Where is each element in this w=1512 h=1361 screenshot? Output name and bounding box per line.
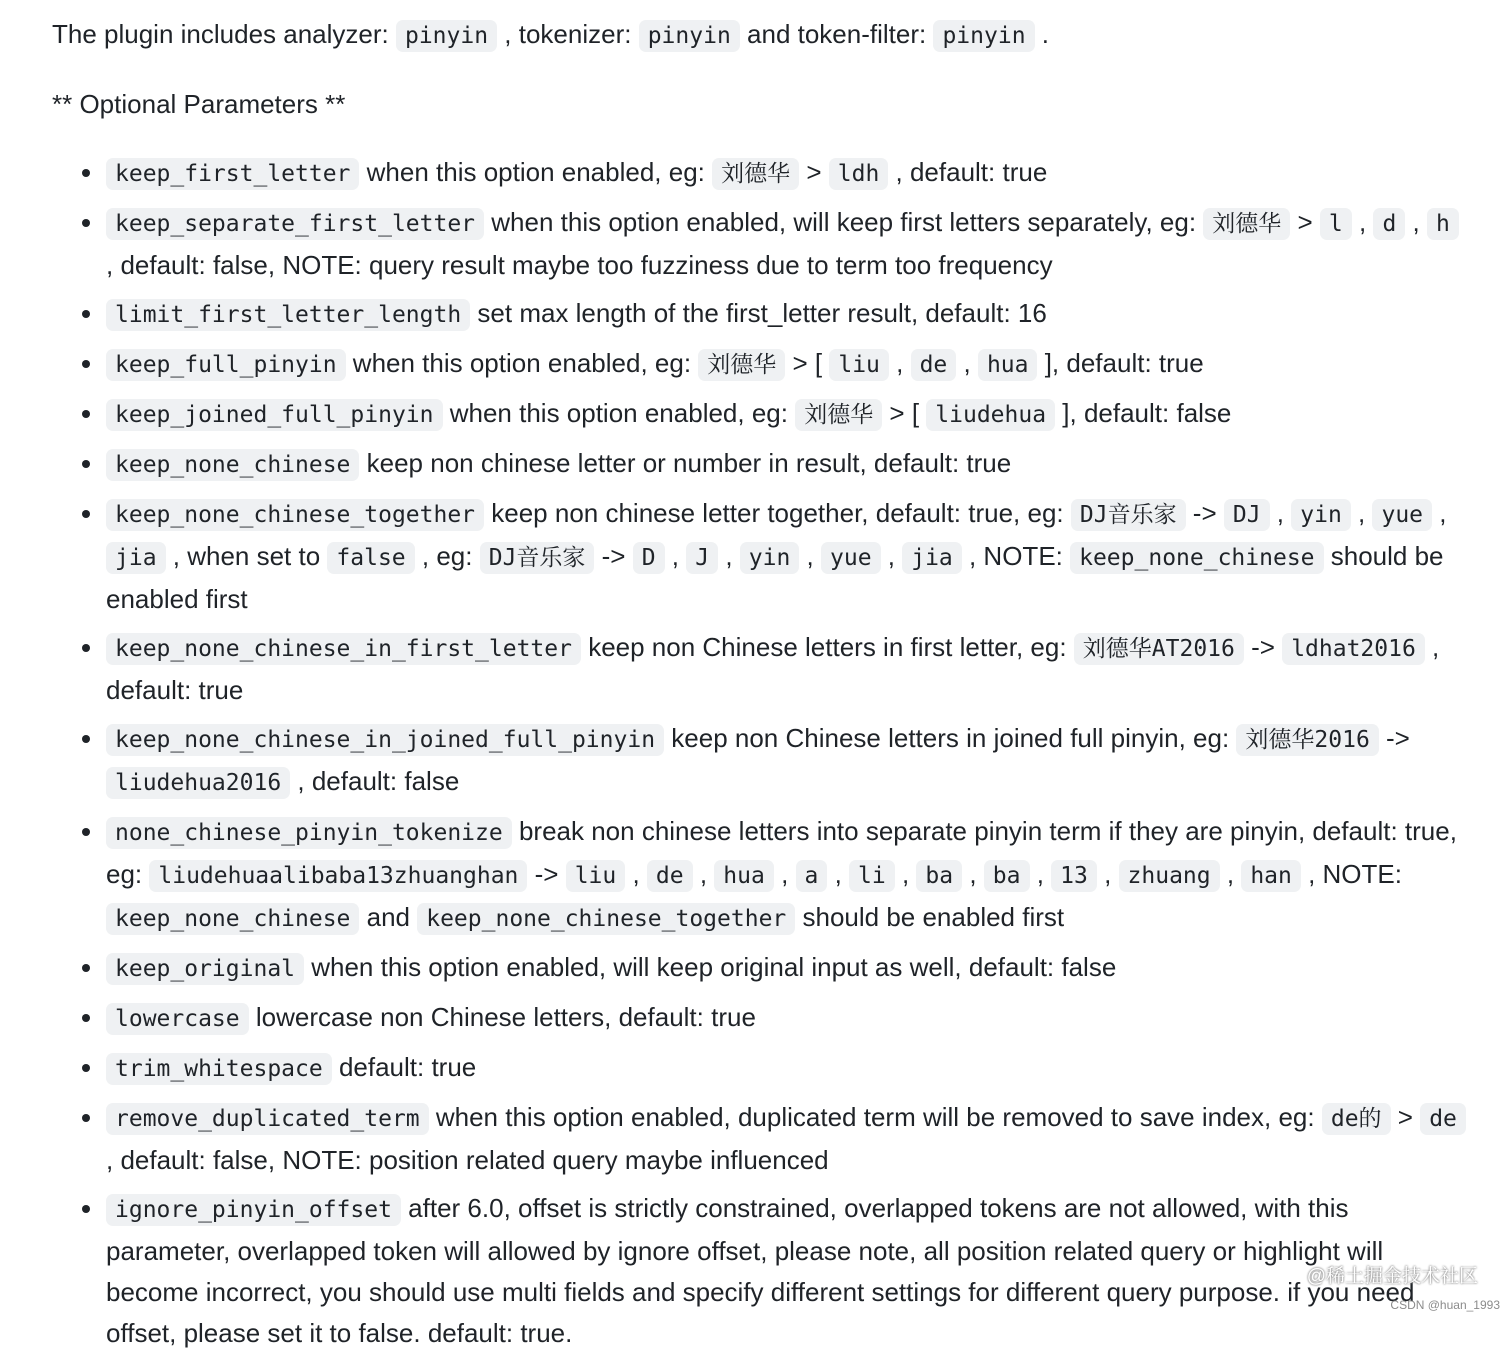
text-run: , — [625, 859, 647, 889]
text-run: , — [1029, 859, 1052, 889]
inline-code: 刘德华 — [1203, 208, 1290, 240]
inline-code: jia — [902, 542, 962, 574]
text-run: ], default: false — [1055, 398, 1232, 428]
parameter-item — [106, 1047, 1472, 1090]
inline-code: liudehuaalibaba13zhuanghan — [149, 860, 527, 892]
parameter-item — [106, 627, 1472, 711]
text-run: , — [956, 348, 978, 378]
text-run: and — [359, 902, 418, 932]
text-run: -> — [527, 859, 566, 889]
text-run: , — [799, 541, 821, 571]
inline-code: liu — [829, 349, 889, 381]
inline-code: de — [1420, 1103, 1466, 1135]
inline-code: hua — [978, 349, 1038, 381]
text-run: , NOTE: — [961, 541, 1071, 571]
text-run: , NOTE: — [1300, 859, 1402, 889]
inline-code: hua — [714, 860, 774, 892]
inline-code: limit_first_letter_length — [106, 299, 470, 331]
text-run: when this option enabled, eg: — [442, 398, 796, 428]
inline-code: ldhat2016 — [1282, 633, 1425, 665]
inline-code: liudehua2016 — [106, 767, 290, 799]
text-run: , — [1350, 498, 1373, 528]
parameter-item — [106, 811, 1472, 940]
inline-code: lowercase — [106, 1003, 249, 1035]
inline-code: jia — [106, 542, 166, 574]
text-run: , when set to — [165, 541, 328, 571]
text-run: should be enabled first — [795, 902, 1065, 932]
parameter-item — [106, 152, 1472, 195]
text-run: > [ — [882, 398, 927, 428]
inline-code: DJ — [1224, 499, 1270, 531]
inline-code: none_chinese_pinyin_tokenize — [106, 817, 512, 849]
text-run: , default: false, NOTE: position related query maybe influenced — [106, 1145, 829, 1175]
inline-code: de — [911, 349, 957, 381]
text-run: , — [1405, 207, 1427, 237]
parameter-item — [106, 947, 1472, 990]
inline-code: yue — [1372, 499, 1432, 531]
text-run: The plugin includes analyzer: — [52, 19, 396, 49]
csdn-watermark: CSDN @huan_1993 — [1390, 1298, 1500, 1312]
inline-code: yin — [1291, 499, 1351, 531]
inline-code: de的 — [1322, 1103, 1391, 1135]
text-run: , — [1269, 498, 1292, 528]
text-run: , — [1432, 498, 1447, 528]
parameter-item — [106, 1097, 1472, 1181]
text-run: keep non Chinese letters in first letter, eg: — [580, 632, 1074, 662]
text-run: , — [664, 541, 687, 571]
inline-code: yin — [740, 542, 800, 574]
inline-code: keep_separate_first_letter — [106, 208, 484, 240]
text-run: , — [692, 859, 715, 889]
inline-code: keep_none_chinese — [106, 449, 359, 481]
inline-code: 刘德华 — [698, 349, 785, 381]
text-run: , — [1219, 859, 1242, 889]
text-run: default: true — [331, 1052, 477, 1082]
inline-code: pinyin — [396, 20, 497, 52]
text-run: keep non Chinese letters in joined full pinyin, eg: — [664, 723, 1237, 753]
inline-code: keep_none_chinese — [106, 903, 359, 935]
text-run: -> — [1185, 498, 1224, 528]
inline-code: 刘德华 — [712, 158, 799, 190]
parameter-item — [106, 393, 1472, 436]
text-run: , — [773, 859, 796, 889]
inline-code: keep_joined_full_pinyin — [106, 399, 443, 431]
text-run: , eg: — [414, 541, 480, 571]
inline-code: ignore_pinyin_offset — [106, 1194, 401, 1226]
text-run: > [ — [785, 348, 830, 378]
readme-document — [52, 14, 1472, 1361]
text-run: , — [880, 541, 903, 571]
text-run: -> — [594, 541, 633, 571]
text-run: > — [1290, 207, 1320, 237]
text-run: should be enabled first — [106, 541, 1444, 614]
text-run: when this option enabled, eg: — [345, 348, 699, 378]
parameter-item — [106, 202, 1472, 286]
text-run: , tokenizer: — [497, 19, 639, 49]
inline-code: trim_whitespace — [106, 1053, 332, 1085]
inline-code: pinyin — [639, 20, 740, 52]
text-run: , default: true — [106, 632, 1440, 705]
inline-code: remove_duplicated_term — [106, 1103, 429, 1135]
parameter-item — [106, 343, 1472, 386]
parameter-item — [106, 293, 1472, 336]
inline-code: J — [686, 542, 718, 574]
inline-code: a — [796, 860, 828, 892]
inline-code: pinyin — [933, 20, 1034, 52]
inline-code: false — [327, 542, 414, 574]
inline-code: keep_first_letter — [106, 158, 359, 190]
text-run: -> — [1378, 723, 1410, 753]
text-run: set max length of the first_letter result, default: 16 — [470, 298, 1047, 328]
inline-code: han — [1241, 860, 1301, 892]
inline-code: ldh — [829, 158, 889, 190]
inline-code: yue — [821, 542, 881, 574]
text-run: > — [799, 157, 829, 187]
inline-code: l — [1320, 208, 1352, 240]
text-run: ], default: true — [1037, 348, 1204, 378]
inline-code: 刘德华2016 — [1236, 724, 1378, 756]
text-run: after 6.0, offset is strictly constrained, overlapped tokens are not allowed, with this parameter, overlapped token will allowed by ignore offset, please note, all position related query or highlight will become incorrect, you should use multi fields and specify different settings for different query purpose. if you need offset, please set it to false. default: true. — [106, 1193, 1415, 1348]
parameter-item — [106, 493, 1472, 620]
inline-code: zhuang — [1119, 860, 1220, 892]
inline-code: 刘德华AT2016 — [1074, 633, 1244, 665]
parameter-list — [52, 152, 1472, 1354]
text-run: , — [962, 859, 984, 889]
inline-code: keep_none_chinese_in_joined_full_pinyin — [106, 724, 664, 756]
text-run: break non chinese letters into separate pinyin term if they are pinyin, default: true, eg: — [106, 816, 1457, 889]
text-run: when this option enabled, will keep first letters separately, eg: — [484, 207, 1204, 237]
inline-code: liu — [566, 860, 626, 892]
parameter-item — [106, 443, 1472, 486]
text-run: keep non chinese letter together, default: true, eg: — [484, 498, 1071, 528]
text-run: , — [1096, 859, 1119, 889]
inline-code: keep_none_chinese — [1070, 542, 1323, 574]
inline-code: ba — [984, 860, 1030, 892]
text-run: , default: false, NOTE: query result maybe too fuzziness due to term too frequency — [106, 250, 1053, 280]
inline-code: 刘德华 — [795, 399, 882, 431]
parameter-item — [106, 1188, 1472, 1354]
inline-code: d — [1373, 208, 1405, 240]
intro-paragraph — [52, 14, 1472, 57]
inline-code: keep_none_chinese_in_first_letter — [106, 633, 581, 665]
inline-code: keep_full_pinyin — [106, 349, 346, 381]
inline-code: keep_none_chinese_together — [106, 499, 484, 531]
inline-code: DJ音乐家 — [1071, 499, 1186, 531]
inline-code: DJ音乐家 — [480, 542, 595, 574]
text-run: -> — [1243, 632, 1283, 662]
inline-code: h — [1427, 208, 1459, 240]
inline-code: de — [647, 860, 693, 892]
text-run: . — [1034, 19, 1049, 49]
text-run: , — [894, 859, 917, 889]
inline-code: keep_original — [106, 953, 304, 985]
text-run: and token-filter: — [739, 19, 934, 49]
text-run: > — [1390, 1102, 1421, 1132]
text-run: , — [827, 859, 850, 889]
inline-code: keep_none_chinese_together — [417, 903, 795, 935]
text-run: keep non chinese letter or number in result, default: true — [359, 448, 1012, 478]
text-run: , — [1351, 207, 1374, 237]
text-run: , default: true — [888, 157, 1048, 187]
inline-code: liudehua — [926, 399, 1055, 431]
text-run: , default: false — [290, 766, 460, 796]
parameter-item — [106, 997, 1472, 1040]
juejin-watermark: @稀土掘金技术社区 — [1306, 1266, 1478, 1287]
text-run: lowercase non Chinese letters, default: true — [248, 1002, 756, 1032]
text-run: when this option enabled, eg: — [359, 157, 713, 187]
inline-code: 13 — [1051, 860, 1097, 892]
parameter-item — [106, 718, 1472, 804]
text-run: , — [718, 541, 740, 571]
text-run: , — [888, 348, 911, 378]
text-run: when this option enabled, duplicated term will be removed to save index, eg: — [428, 1102, 1322, 1132]
optional-parameters-heading: ** Optional Parameters ** — [52, 89, 346, 119]
inline-code: li — [849, 860, 895, 892]
text-run: when this option enabled, will keep original input as well, default: false — [304, 952, 1117, 982]
inline-code: D — [633, 542, 665, 574]
inline-code: ba — [916, 860, 962, 892]
